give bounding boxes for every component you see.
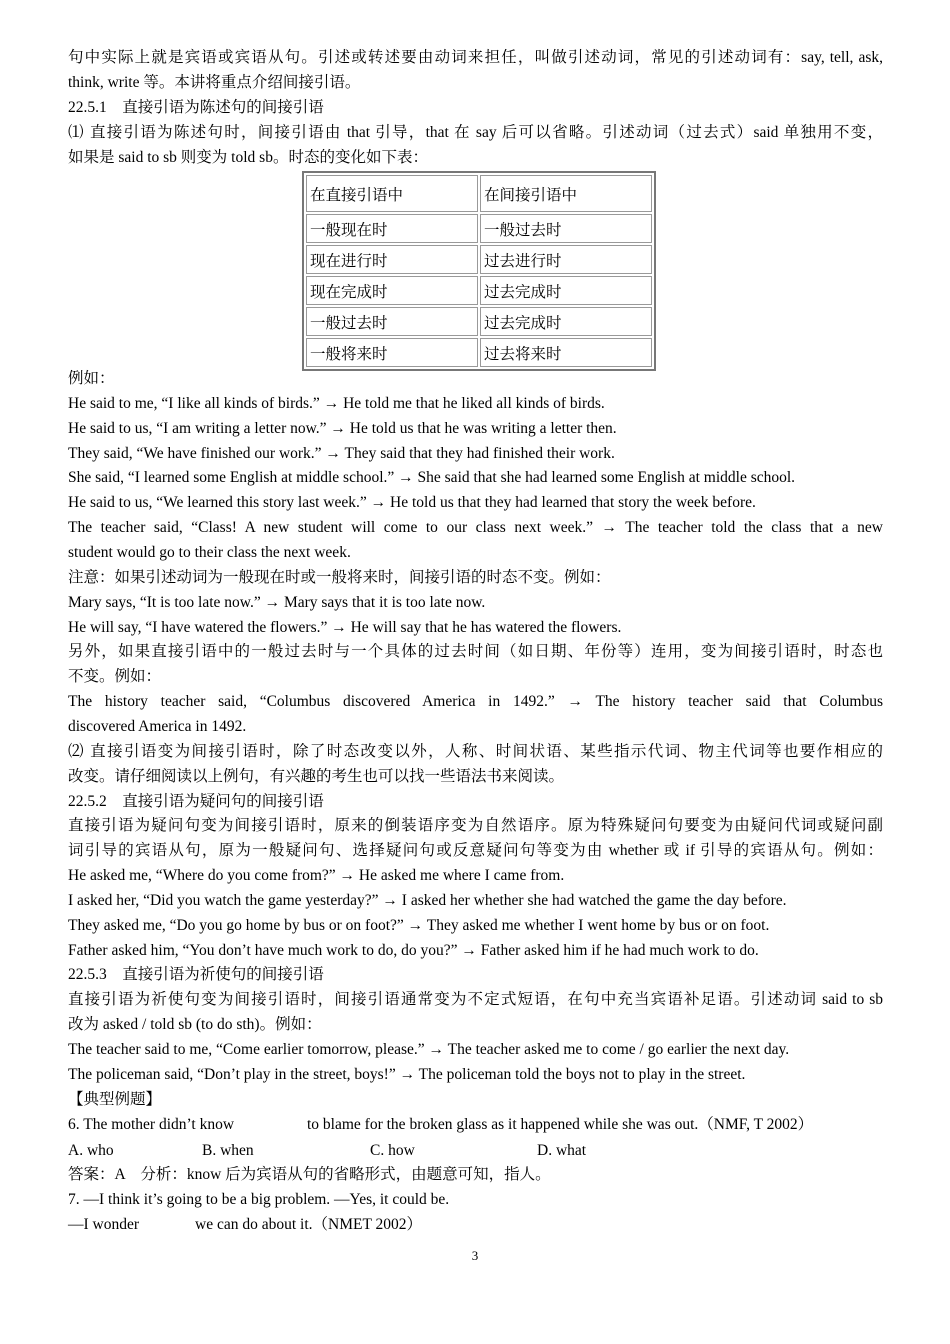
example-line: I asked her, “Did you watch the game yesterday?” → I asked her whether she had watched the game the day before. (68, 892, 787, 909)
section-heading-22-5-1: 22.5.1 直接引语为陈述句的间接引语 (68, 99, 324, 116)
note-example: He will say, “I have watered the flowers.” → He will say that he has watered the flowers. (68, 619, 622, 636)
s2-paragraph-line-2: 词引导的宾语从句，原为一般疑问句、选择疑问句或反意疑问句等变为由 whether 或 if 引导的宾语从句。例如： (68, 842, 883, 859)
option-a: A. who (68, 1142, 114, 1159)
table-cell: 过去完成时 (480, 307, 652, 336)
example-teacher-line-1: The teacher said, “Class! A new student will come to our class next week.” → The teacher told the class that a new (68, 519, 883, 536)
table-cell: 现在进行时 (306, 245, 478, 274)
example-line: He asked me, “Where do you come from?” → He asked me where I came from. (68, 867, 565, 884)
note-example: Mary says, “It is too late now.” → Mary says that it is too late now. (68, 594, 486, 611)
example-line: The policeman said, “Don’t play in the street, boys!” → The policeman told the boys not to play in the street. (68, 1066, 746, 1083)
s1-paragraph-line-1: ⑴ 直接引语为陈述句时，间接引语由 that 引导，that 在 say 后可以省略。引述动词（过去式）said 单独用不变， (68, 124, 883, 141)
table-cell: 过去进行时 (480, 245, 652, 274)
table-cell: 一般现在时 (306, 214, 478, 243)
example-line: They said, “We have finished our work.” → They said that they had finished their work. (68, 445, 615, 462)
question-7-part-b: we can do about it.（NMET 2002） (195, 1216, 423, 1233)
intro-line-2: think, write 等。本讲将重点介绍间接引语。 (68, 74, 361, 91)
note-text: 注意：如果引述动词为一般现在时或一般将来时，间接引语的时态不变。例如： (68, 569, 611, 586)
question-6-part-b: to blame for the broken glass as it happened while she was out.（NMF, T 2002） (307, 1116, 814, 1133)
option-d: D. what (537, 1142, 587, 1159)
table-cell: 过去完成时 (480, 276, 652, 305)
question-7-part-a: —I wonder (68, 1216, 140, 1233)
table-cell: 一般将来时 (306, 338, 478, 367)
question-7-line-1: 7. —I think it’s going to be a big problem. —Yes, it could be. (68, 1191, 450, 1208)
table-row (306, 338, 652, 367)
option-b: B. when (202, 1142, 254, 1159)
intro-line-1: 句中实际上就是宾语或宾语从句。引述或转述要由动词来担任，叫做引述动词，常见的引述动词有：say, tell, ask, (68, 49, 883, 66)
tense-change-table (302, 171, 656, 371)
s2-paragraph-line-1: 直接引语为疑问句变为间接引语时，原来的倒装语序变为自然语序。原为特殊疑问句要变为由疑问代词或疑问副 (68, 817, 883, 834)
example-line: He said to us, “I am writing a letter now.” → He told us that he was writing a letter then. (68, 420, 617, 437)
section-heading-22-5-3: 22.5.3 直接引语为祈使句的间接引语 (68, 966, 324, 983)
example-line: They asked me, “Do you go home by bus or on foot?” → They asked me whether I went home by bus or on foot. (68, 917, 770, 934)
point2-line-1: ⑵ 直接引语变为间接引语时，除了时态改变以外，人称、时间状语、某些指示代词、物主代词等也要作相应的 (68, 743, 883, 760)
table-cell: 一般过去时 (306, 307, 478, 336)
table-row (306, 276, 652, 305)
question-6-part-a: 6. The mother didn’t know (68, 1116, 235, 1133)
table-cell: 现在完成时 (306, 276, 478, 305)
example-line: He said to me, “I like all kinds of birds.” → He told me that he liked all kinds of birds. (68, 395, 605, 412)
note2-example-line-1: The history teacher said, “Columbus discovered America in 1492.” → The history teacher said that Columbus (68, 693, 883, 710)
table-header-cell: 在间接引语中 (480, 175, 652, 212)
s3-paragraph-line-1: 直接引语为祈使句变为间接引语时，间接引语通常变为不定式短语，在句中充当宾语补足语。引述动词 said to sb (68, 991, 883, 1008)
example-line: She said, “I learned some English at middle school.” → She said that she had learned some English at middle school. (68, 469, 796, 486)
s3-paragraph-line-2: 改为 asked / told sb (to do sth)。例如： (68, 1016, 322, 1033)
table-cell: 一般过去时 (480, 214, 652, 243)
example-line: He said to us, “We learned this story last week.” → He told us that they had learned that story the week before. (68, 494, 756, 511)
table-header-cell: 在直接引语中 (306, 175, 478, 212)
note2-line-2: 不变。例如： (68, 668, 162, 685)
example-teacher-line-2: student would go to their class the next week. (68, 544, 351, 561)
table-row (306, 307, 652, 336)
note2-line-1: 另外，如果直接引语中的一般过去时与一个具体的过去时间（如日期、年份等）连用，变为间接引语时，时态也 (68, 643, 883, 660)
table-header-row (306, 175, 652, 212)
typical-examples-heading: 【典型例题】 (68, 1091, 162, 1108)
note2-example-line-2: discovered America in 1492. (68, 718, 247, 735)
example-line: The teacher said to me, “Come earlier tomorrow, please.” → The teacher asked me to come / go earlier the next day. (68, 1041, 790, 1058)
table-row (306, 245, 652, 274)
answer-analysis: 答案：A 分析：know 后为宾语从句的省略形式，由题意可知，指人。 (68, 1166, 551, 1183)
page-number: 3 (471, 1248, 479, 1263)
table-cell: 过去将来时 (480, 338, 652, 367)
example-line: Father asked him, “You don’t have much work to do, do you?” → Father asked him if he had much work to do. (68, 942, 759, 959)
example-label: 例如： (68, 370, 115, 387)
section-heading-22-5-2: 22.5.2 直接引语为疑问句的间接引语 (68, 793, 324, 810)
option-c: C. how (370, 1142, 415, 1159)
table-row (306, 214, 652, 243)
point2-line-2: 改变。请仔细阅读以上例句，有兴趣的考生也可以找一些语法书来阅读。 (68, 768, 565, 785)
s1-paragraph-line-2: 如果是 said to sb 则变为 told sb。时态的变化如下表： (68, 149, 428, 166)
